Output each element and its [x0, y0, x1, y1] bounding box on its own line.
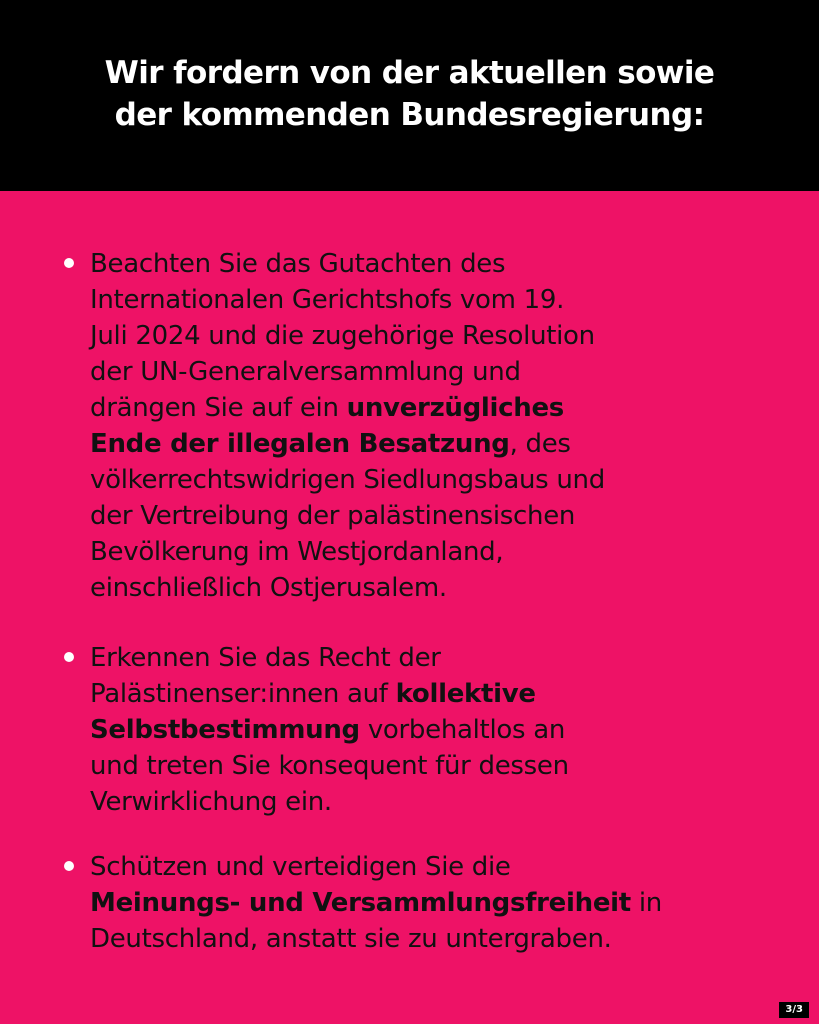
text-line: Erkennen Sie das Recht der — [90, 643, 441, 673]
demand-text — [90, 246, 770, 606]
text-segment: , des — [509, 429, 571, 459]
text-line — [90, 712, 770, 748]
text-line: und treten Sie konsequent für dessen — [90, 751, 569, 781]
page-title — [0, 52, 819, 136]
title-line: Wir fordern von der aktuellen sowie — [104, 55, 715, 91]
text-line — [90, 885, 770, 921]
page-indicator: 3/3 — [779, 1002, 809, 1018]
text-line: der UN-Generalversammlung und — [90, 357, 521, 387]
bullet-icon — [64, 652, 74, 662]
emphasis-text: Ende der illegalen Besatzung — [90, 429, 510, 459]
text-line: Deutschland, anstatt sie zu untergraben. — [90, 924, 612, 954]
demand-text — [90, 849, 770, 957]
header-banner — [0, 0, 819, 191]
text-line: Beachten Sie das Gutachten des — [90, 249, 506, 279]
emphasis-text: Selbstbestimmung — [90, 715, 360, 745]
bullet-icon — [64, 258, 74, 268]
emphasis-text: unverzügliches — [346, 393, 564, 423]
text-line: völkerrechtswidrigen Siedlungsbaus und — [90, 465, 605, 495]
demand-text — [90, 640, 770, 820]
text-segment: vorbehaltlos an — [359, 715, 566, 745]
text-line: Verwirklichung ein. — [90, 787, 332, 817]
text-segment: drängen Sie auf ein — [90, 393, 347, 423]
title-line: der kommenden Bundesregierung: — [114, 97, 705, 133]
text-segment: Palästinenser:innen auf — [90, 679, 396, 709]
text-segment: in — [630, 888, 662, 918]
text-line — [90, 390, 770, 426]
text-line: Schützen und verteidigen Sie die — [90, 852, 511, 882]
emphasis-text: kollektive — [395, 679, 536, 709]
text-line: Juli 2024 und die zugehörige Resolution — [90, 321, 595, 351]
emphasis-text: Meinungs- und Versammlungsfreiheit — [90, 888, 631, 918]
text-line: einschließlich Ostjerusalem. — [90, 573, 447, 603]
text-line: Internationalen Gerichtshofs vom 19. — [90, 285, 565, 315]
text-line — [90, 676, 770, 712]
text-line — [90, 426, 770, 462]
text-line: Bevölkerung im Westjordanland, — [90, 537, 504, 567]
text-line: der Vertreibung der palästinensischen — [90, 501, 576, 531]
bullet-icon — [64, 861, 74, 871]
